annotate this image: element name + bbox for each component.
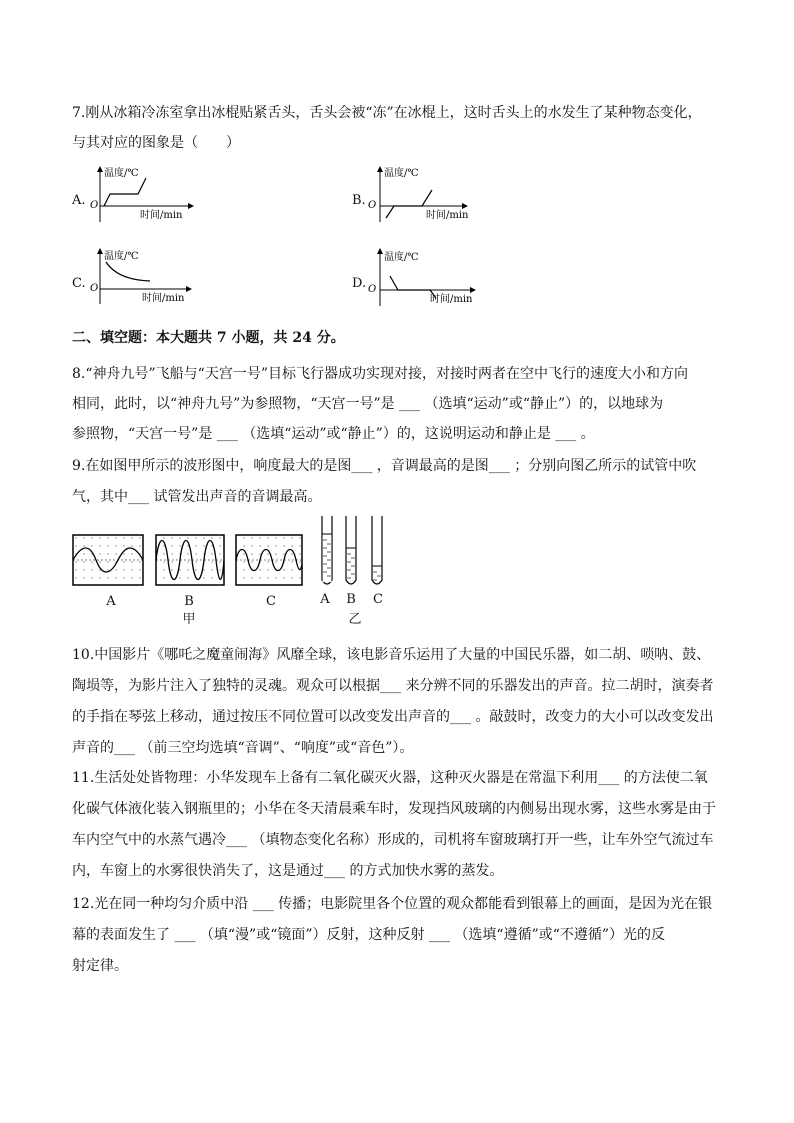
wave-label-b: B — [184, 594, 194, 609]
q10-line-1: 10.中国影片《哪吒之魔童闹海》风靡全球，该电影音乐运用了大量的中国民乐器，如二胡、唢呐、鼓、 — [72, 647, 711, 663]
q7-option-b-xlabel: 时间/min — [426, 210, 469, 221]
q7-option-d-label: D. — [352, 276, 367, 291]
q9-wave-figures — [72, 534, 304, 590]
q11-line-1: 11.生活处处皆物理：小华发现车上备有二氧化碳灭火器，这种灭火器是在常温下利用___ 的方法使二氧 — [72, 770, 708, 786]
q7-option-c-label: C. — [72, 276, 86, 291]
q11-line-4: 内，车窗上的水雾很快消失了，这是通过___ 的方式加快水雾的蒸发。 — [72, 863, 504, 879]
test-tube-a — [322, 516, 332, 584]
section-heading: 二、填空题：本大题共 7 小题，共 24 分。 — [72, 330, 345, 346]
q7-option-c-origin: O — [90, 283, 99, 294]
q9-line-2: 气，其中___ 试管发出声音的音调最高。 — [72, 489, 322, 505]
q7-option-b-label: B. — [352, 193, 366, 208]
test-tube-c — [372, 516, 382, 584]
q7-option-a-curve — [104, 178, 146, 206]
q7-option-b-ylabel: 温度/℃ — [384, 168, 419, 179]
test-tube-b — [346, 516, 356, 584]
q7-option-d-ylabel: 温度/℃ — [384, 252, 419, 263]
q8-line-1: 8.“神舟九号”飞船与“天宫一号”目标飞行器成功实现对接，对接时两者在空中飞行的速度大小和方向 — [72, 366, 688, 382]
q7-option-c-curve — [106, 262, 150, 281]
q7-option-a-graph — [86, 164, 196, 224]
q9-test-tubes — [316, 514, 392, 590]
wave-panel-c — [236, 535, 302, 585]
q7-line-2: 与其对应的图象是（ ） — [72, 135, 240, 151]
q7-option-b-origin: O — [368, 200, 377, 211]
q10-line-3: 的手指在琴弦上移动，通过按压不同位置可以改变发出声音的___ 。敲鼓时，改变力的大小可以改变发出 — [72, 709, 714, 725]
q7-option-c-ylabel: 温度/℃ — [104, 251, 139, 262]
q7-option-d-xlabel: 时间/min — [430, 294, 473, 305]
q7-option-a-origin: O — [90, 200, 99, 211]
q7-option-d-origin: O — [368, 284, 377, 295]
q7-option-d-graph — [366, 246, 486, 308]
q8-line-3: 参照物，“天宫一号”是 ___ （选填“运动”或“静止”）的，这说明运动和静止是 ___ 。 — [72, 426, 595, 442]
q10-line-4: 声音的___ （前三空均选填“音调”、“响度”或“音色”）。 — [72, 740, 414, 756]
q7-option-b-graph — [366, 164, 476, 224]
q7-option-c-xlabel: 时间/min — [142, 293, 185, 304]
q7-option-a-ylabel: 温度/℃ — [104, 168, 139, 179]
q12-line-1: 12.光在同一种均匀介质中沿 ___ 传播；电影院里各个位置的观众都能看到银幕上的画面，是因为光在银 — [72, 896, 713, 912]
group-label-jia: 甲 — [182, 612, 196, 627]
q7-option-a-xlabel: 时间/min — [140, 210, 183, 221]
q11-line-3: 车内空气中的水蒸气遇冷___ （填物态变化名称）形成的，司机将车窗玻璃打开一些，让车外空气流过车 — [72, 832, 714, 848]
wave-panel-b — [156, 535, 224, 585]
q7-option-c-graph — [86, 246, 196, 306]
wave-label-c: C — [266, 594, 276, 609]
wave-label-a: A — [106, 594, 116, 609]
tube-label-a: A — [320, 592, 330, 607]
q8-line-2: 相同，此时，以“神舟九号”为参照物，“天宫一号”是 ___ （选填“运动”或“静止”）的，以地球为 — [72, 396, 664, 412]
q12-line-2: 幕的表面发生了 ___ （填“漫”或“镜面”）反射，这种反射 ___ （选填“遵循”或“不遵循”）光的反 — [72, 927, 666, 943]
tube-label-c: C — [373, 592, 383, 607]
q9-line-1: 9.在如图甲所示的波形图中，响度最大的是图___ ，音调最高的是图___ ；分别向图乙所示的试管中吹 — [72, 458, 697, 474]
q11-line-2: 化碳气体液化装入钢瓶里的；小华在冬天清晨乘车时，发现挡风玻璃的内侧易出现水雾，这些水雾是由于 — [72, 801, 716, 817]
q12-line-3: 射定律。 — [72, 958, 128, 974]
q7-option-a-label: A. — [72, 193, 86, 208]
group-label-yi: 乙 — [348, 612, 362, 627]
q7-line-1: 7.刚从冰箱冷冻室拿出冰棍贴紧舌头，舌头会被“冻”在冰棍上，这时舌头上的水发生了某种物态变化， — [72, 105, 702, 121]
q10-line-2: 陶埙等，为影片注入了独特的灵魂。观众可以根据___ 来分辨不同的乐器发出的声音。拉二胡时，演奏者 — [72, 678, 714, 694]
tube-label-b: B — [346, 592, 356, 607]
wave-panel-a — [73, 535, 143, 585]
